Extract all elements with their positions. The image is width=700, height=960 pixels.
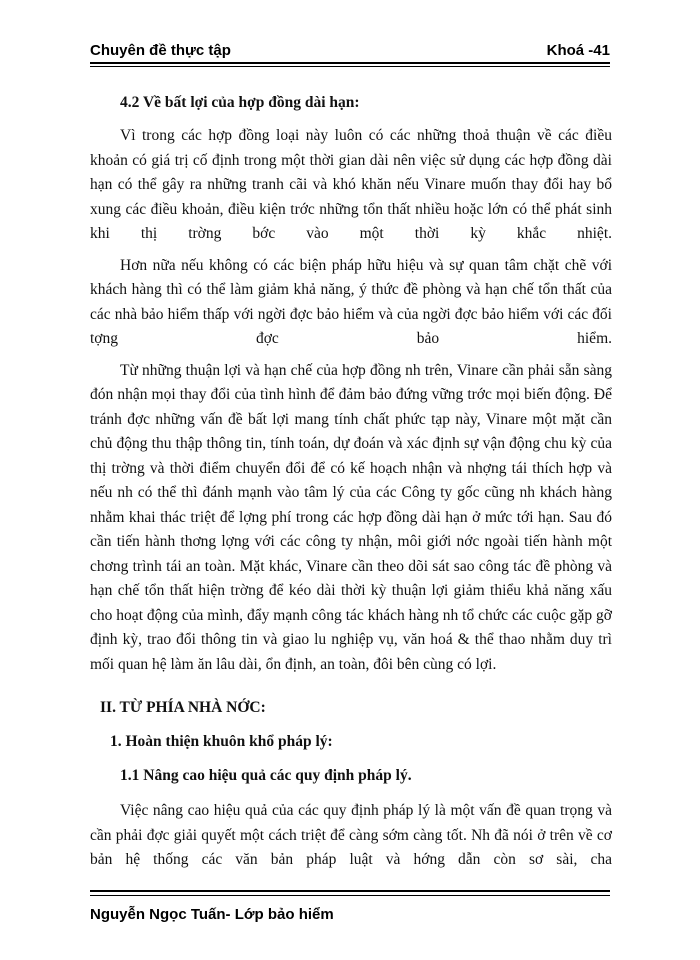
page-footer: Nguyễn Ngọc Tuấn- Lớp bảo hiểm bbox=[90, 906, 334, 923]
page-header bbox=[90, 38, 610, 62]
subsection-heading-1-1: 1.1 Nâng cao hiệu quả các quy định pháp lý. bbox=[120, 767, 412, 784]
page-content bbox=[90, 92, 612, 880]
section-heading-4-2: 4.2 Về bất lợi của hợp đồng dài hạn: bbox=[120, 94, 360, 111]
section-heading-II: II. TỪ PHÍA NHÀ NỚC: bbox=[100, 699, 266, 716]
footer-rule-thick bbox=[90, 890, 610, 892]
header-title: Chuyên đề thực tập bbox=[90, 42, 231, 59]
paragraph-2: Hơn nữa nếu không có các biện pháp hữu hiệu và sự quan tâm chặt chẽ với khách hàng thì có thể làm giảm khả năng, ý thức đề phòng và hạn chế tổn thất của các nhà bảo hiểm thấp với ngời đợc bảo hiểm và của ngời đợc bảo hiểm với các đối tợng đợc bảo hiểm. bbox=[90, 256, 612, 347]
header-rule-thick bbox=[90, 62, 610, 64]
subsection-heading-1: 1. Hoàn thiện khuôn khổ pháp lý: bbox=[110, 733, 333, 750]
paragraph-3: Từ những thuận lợi và hạn chế của hợp đồng nh trên, Vinare cần phải sẵn sàng đón nhận mọi thay đổi của tình hình để đảm bảo đứng vững trớc mọi biến động. Để tránh đợc những vấn đề bất lợi mang tính chất phức tạp này, Vinare một mặt cần chủ động thu thập thông tin, tính toán, dự đoán và xác định sự vận động chu kỳ của thị trờng và thời điểm chuyển đổi để có kế hoạch nhận và nhợng tái thích hợp và nếu nh có thể thì đánh mạnh vào tâm lý của các Công ty gốc cũng nh khách hàng nhằm khai thác triệt để lợng phí trong các hợp đồng dài hạn ở mức tới hạn. Sau đó cần tiến hành thơng lợng với các công ty nhận, môi giới nớc ngoài tiến hành một chơng trình tái an toàn. Mặt khác, Vinare cần theo dõi sát sao công tác đề phòng và hạn chế tổn thất hiện trờng để kéo dài thời kỳ thuận lợi giảm thiểu khả năng xấu cho hoạt động của mình, đẩy mạnh công tác khách hàng nh tổ chức các cuộc gặp gỡ định kỳ, trao đổi thông tin và giao lu nghiệp vụ, văn hoá & thể thao nhằm duy trì mối quan hệ làm ăn lâu dài, ổn định, an toàn, đôi bên cùng có lợi. bbox=[90, 361, 612, 673]
footer-rule-thin bbox=[90, 895, 610, 896]
paragraph-4: Việc nâng cao hiệu quả của các quy định pháp lý là một vấn đề quan trọng và cần phải đợc giải quyết một cách triệt để càng sớm càng tốt. Nh đã nói ở trên về cơ bản hệ thống các văn bản pháp luật và hớng dẫn còn sơ sài, cha bbox=[90, 802, 612, 868]
paragraph-1: Vì trong các hợp đồng loại này luôn có các những thoả thuận về các điều khoản có giá trị cố định trong một thời gian dài nên việc sử dụng các hợp đồng dài hạn có thể gây ra những tranh cãi và khó khăn nếu Vinare muốn thay đổi hay bổ xung các điều khoản, điều kiện trớc những tổn thất nhiều hoặc lớn có thể phát sinh khi thị trờng bớc vào một thời kỳ khắc nhiệt. bbox=[90, 127, 612, 242]
header-course: Khoá -41 bbox=[546, 42, 610, 59]
header-rule-thin bbox=[90, 66, 610, 67]
